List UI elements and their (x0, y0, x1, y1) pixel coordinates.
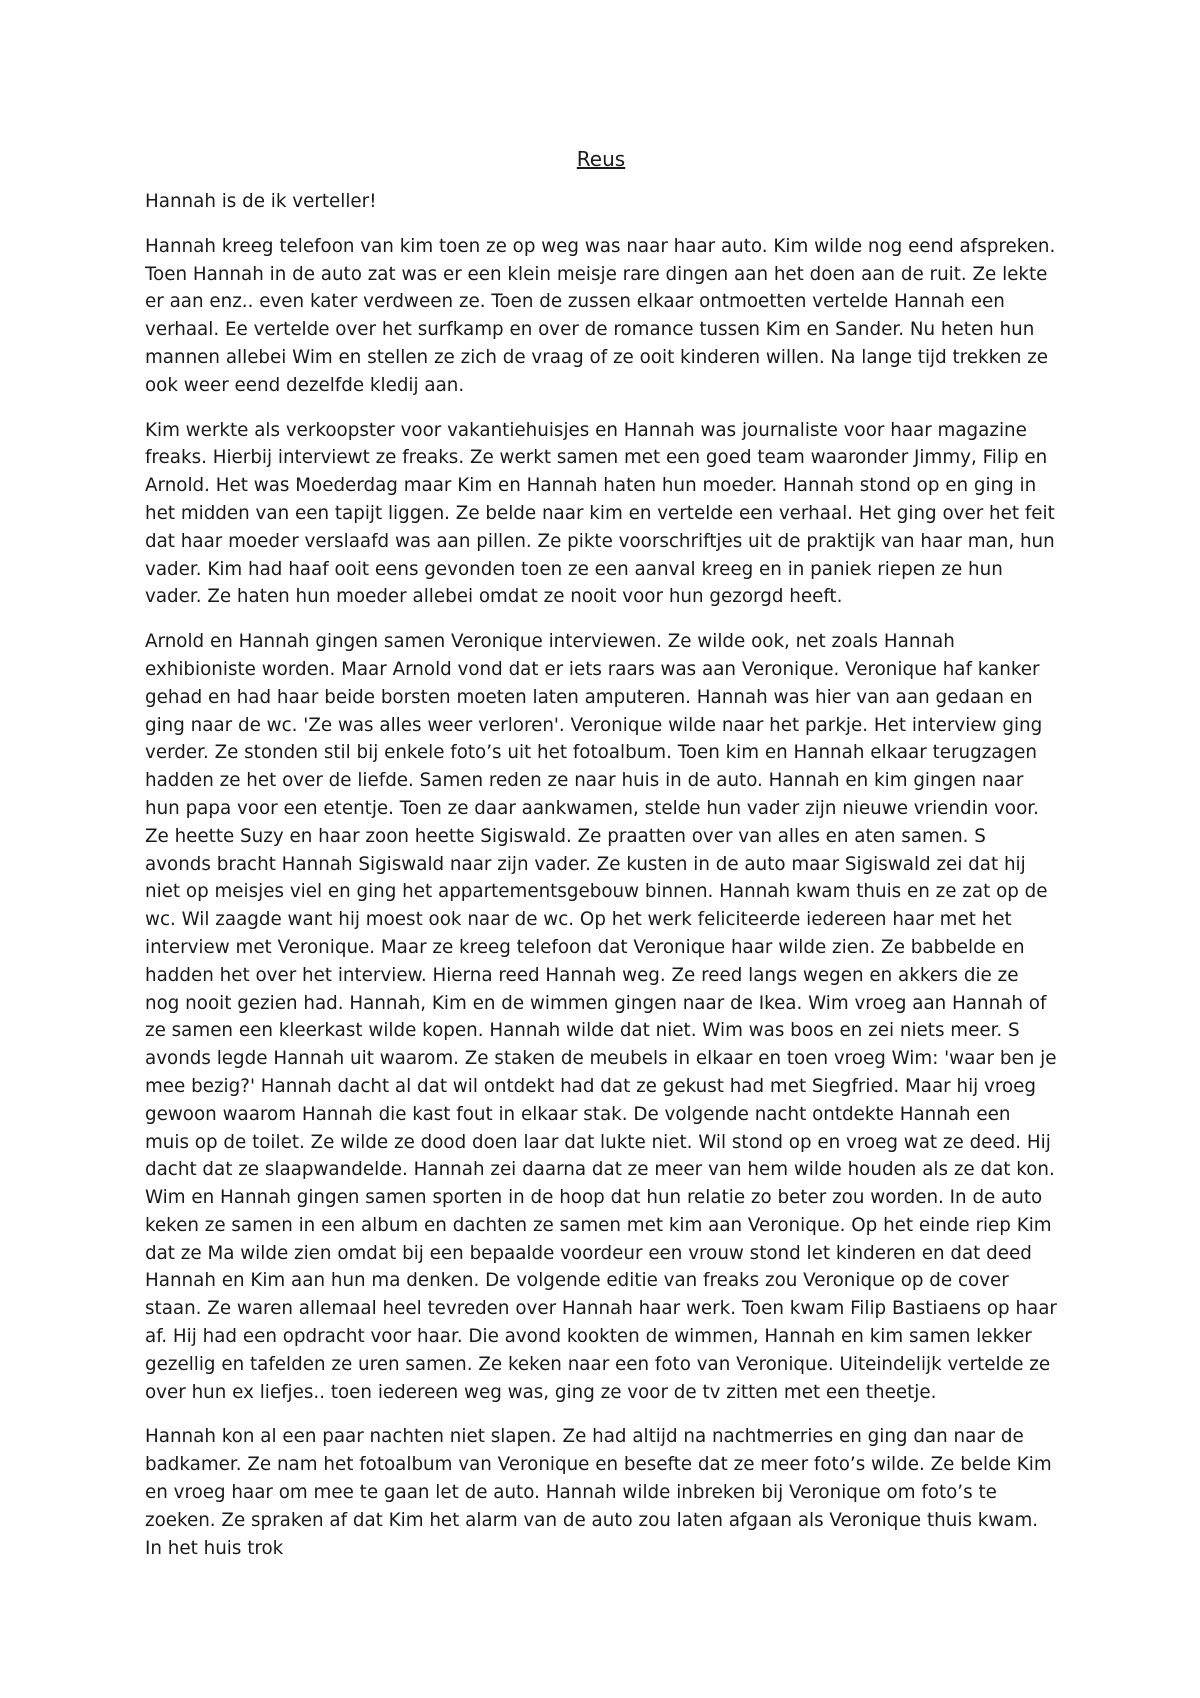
document-title: Reus (576, 147, 626, 171)
paragraph-sleepless-nights: Hannah kon al een paar nachten niet slapen. Ze had altijd na nachtmerries en ging dan naar de badkamer. Ze nam het fotoalbum van Veronique en besefte dat ze meer foto’s wilde. Ze belde Kim en vroeg haar om mee te gaan let de auto. Hannah wilde inbreken bij Veronique om foto’s te zoeken. Ze spraken af dat Kim het alarm van de auto zou laten afgaan als Veronique thuis kwam. In het huis trok (145, 1426, 1052, 1559)
document-body (145, 144, 1057, 1579)
paragraph-work-mothers-day: Kim werkte als verkoopster voor vakantiehuisjes en Hannah was journaliste voor haar magazine freaks. Hierbij interviewt ze freaks. Ze werkt samen met een goed team waaronder Jimmy, Filip en Arnold. Het was Moederdag maar Kim en Hannah haten hun moeder. Hannah stond op en ging in het midden van een tapijt liggen. Ze belde naar kim en vertelde een verhaal. Het ging over het feit dat haar moeder verslaafd was aan pillen. Ze pikte voorschriftjes uit de praktijk van haar man, hun vader. Kim had haaf ooit eens gevonden toen ze een aanval kreeg en in paniek riepen ze hun vader. Ze haten hun moeder allebei omdat ze nooit voor hun gezorgd heeft. (145, 419, 1055, 608)
paragraph-narrator-note: Hannah is de ik verteller! (145, 191, 377, 212)
paragraph-phone-call: Hannah kreeg telefoon van kim toen ze op weg was naar haar auto. Kim wilde nog eend afspreken. Toen Hannah in de auto zat was er een klein meisje rare dingen aan het doen aan de ruit. Ze lekte er aan enz.. even kater verdween ze. Toen de zussen elkaar ontmoetten vertelde Hannah een verhaal. Ee vertelde over het surfkamp en over de romance tussen Kim en Sander. Nu heten hun mannen allebei Wim en stellen ze zich de vraag of ze ooit kinderen willen. Na lange tijd trekken ze ook weer eend dezelfde kledij aan. (145, 235, 1056, 396)
paragraph-veronique-interview: Arnold en Hannah gingen samen Veronique interviewen. Ze wilde ook, net zoals Hannah exhibioniste worden. Maar Arnold vond dat er iets raars was aan Veronique. Veronique haf kanker gehad en had haar beide borsten moeten laten amputeren. Hannah was hier van aan gedaan en ging naar de wc. 'Ze was alles weer verloren'. Veronique wilde naar het parkje. Het interview ging verder. Ze stonden stil bij enkele foto’s uit het fotoalbum. Toen kim en Hannah elkaar terugzagen hadden ze het over de liefde. Samen reden ze naar huis in de auto. Hannah en kim gingen naar hun papa voor een etentje. Toen ze daar aankwamen, stelde hun vader zijn nieuwe vriendin voor. Ze heette Suzy en haar zoon heette Sigiswald. Ze praatten over van alles en aten samen. S avonds bracht Hannah Sigiswald naar zijn vader. Ze kusten in de auto maar Sigiswald zei dat hij niet op meisjes viel en ging het appartementsgebouw binnen. Hannah kwam thuis en ze zat op de wc. Wil zaagde want hij moest ook naar de wc. Op het werk feliciteerde iedereen haar met het interview met Veronique. Maar ze kreeg telefoon dat Veronique haar wilde zien. Ze babbelde en hadden het over het interview. Hierna reed Hannah weg. Ze reed langs wegen en akkers die ze nog nooit gezien had. Hannah, Kim en de wimmen gingen naar de Ikea. Wim vroeg aan Hannah of ze samen een kleerkast wilde kopen. Hannah wilde dat niet. Wim was boos en zei niets meer. S avonds legde Hannah uit waarom. Ze staken de meubels in elkaar en toen vroeg Wim: 'waar ben je mee bezig?' Hannah dacht al dat wil ontdekt had dat ze gekust had met Siegfried. Maar hij vroeg gewoon waarom Hannah die kast fout in elkaar stak. De volgende nacht ontdekte Hannah een muis op de toilet. Ze wilde ze dood doen laar dat lukte niet. Wil stond op en vroeg wat ze deed. Hij dacht dat ze slaapwandelde. Hannah zei daarna dat ze meer van hem wilde houden als ze dat kon. Wim en Hannah gingen samen sporten in de hoop dat hun relatie zo beter zou worden. In de auto keken ze samen in een album en dachten ze samen met kim aan Veronique. Op het einde riep Kim dat ze Ma wilde zien omdat bij een bepaalde voordeur een vrouw stond let kinderen en dat deed Hannah en Kim aan hun ma denken. De volgende editie van freaks zou Veronique op de cover staan. Ze waren allemaal heel tevreden over Hannah haar werk. Toen kwam Filip Bastiaens op haar af. Hij had een opdracht voor haar. Die avond kookten de wimmen, Hannah en kim samen lekker gezellig en tafelden ze uren samen. Ze keken naar een foto van Veronique. Uiteindelijk vertelde ze over hun ex liefjes.. toen iedereen weg was, ging ze voor de tv zitten met een theetje. (145, 631, 1057, 1403)
